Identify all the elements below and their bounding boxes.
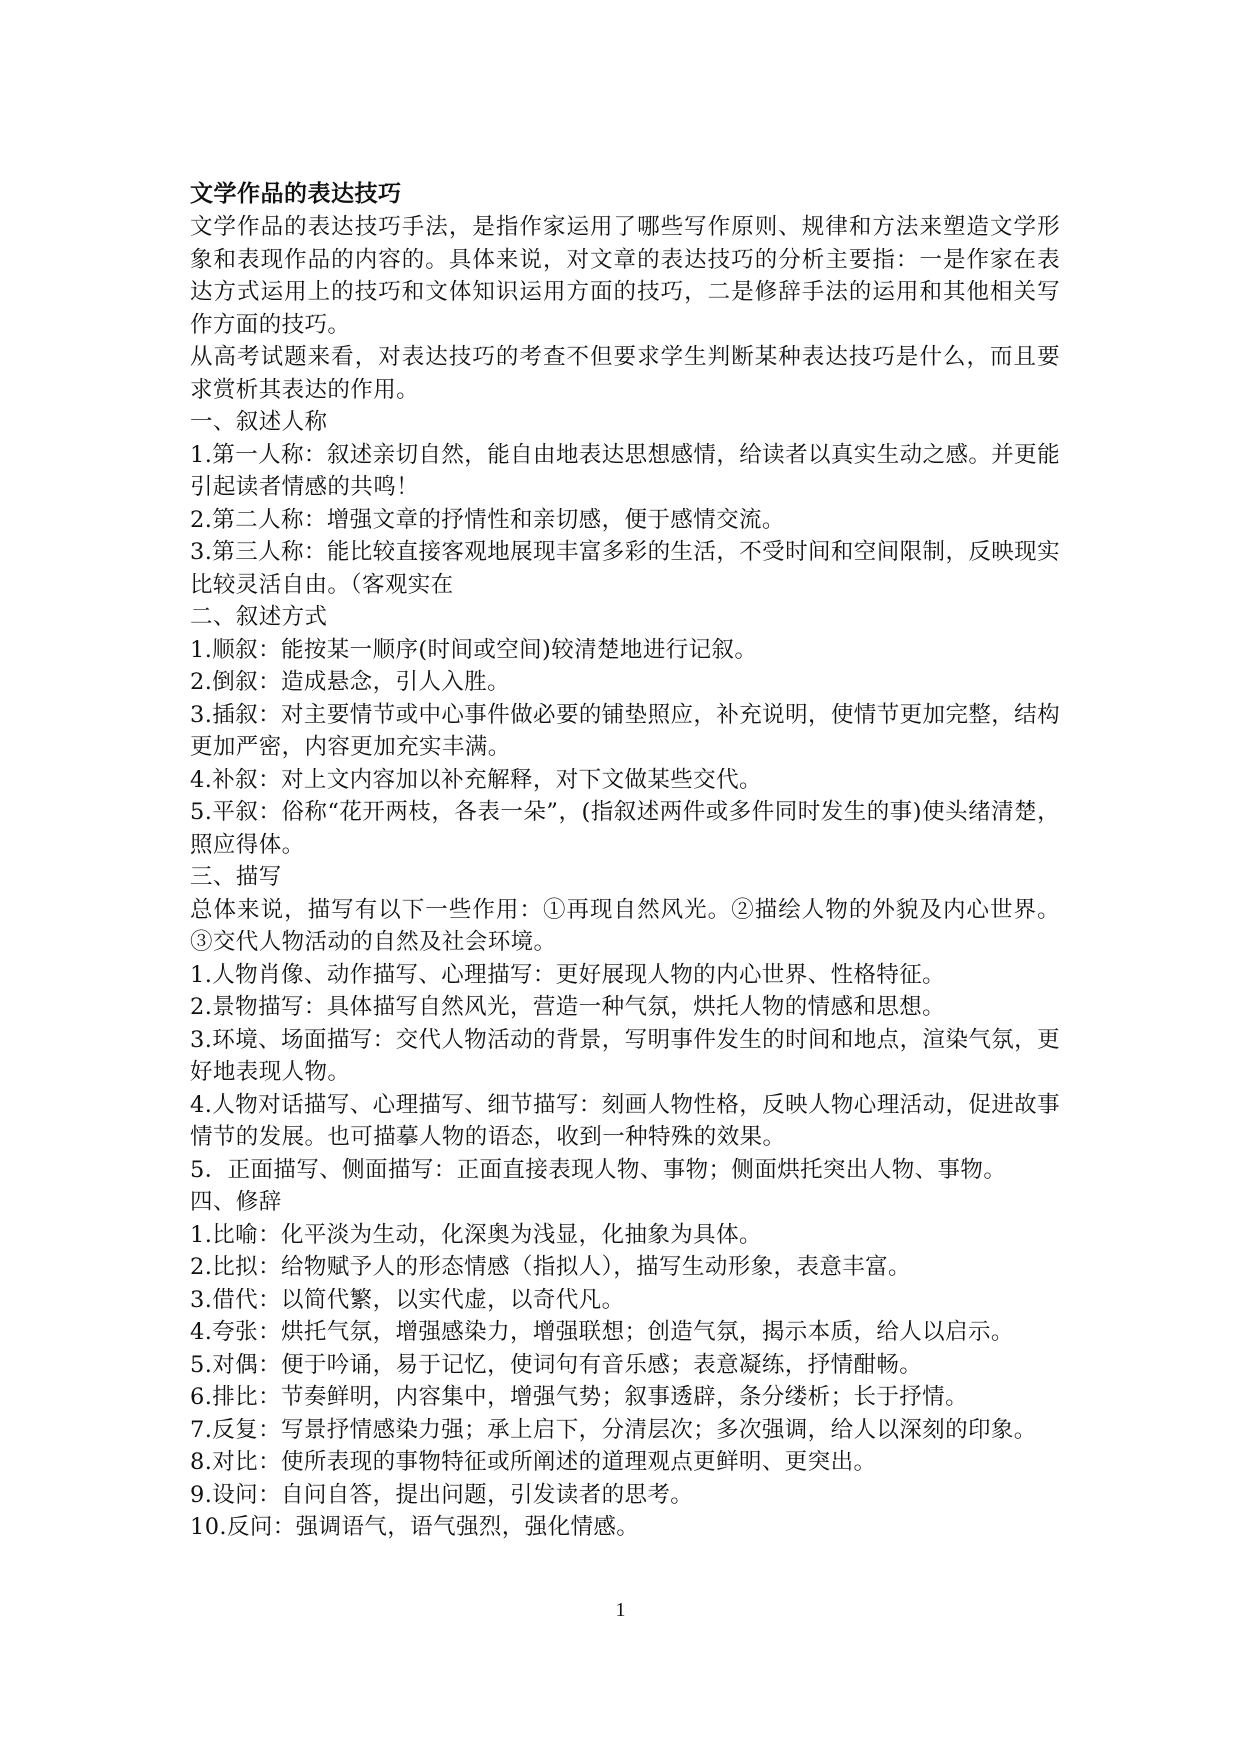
- list-item: 10.反问：强调语气，语气强烈，强化情感。: [190, 1514, 640, 1540]
- paragraph-intro: 文学作品的表达技巧手法，是指作家运用了哪些写作原则、规律和方法来塑造文学形象和表现作品的内容的。具体来说，对文章的表达技巧的分析主要指：一是作家在表达方式运用上的技巧和文体知识运用方面的技巧，二是修辞手法的运用和其他相关写作方面的技巧。: [190, 214, 1060, 338]
- document-body: [190, 211, 1060, 1544]
- section-heading-rhetoric: 四、修辞: [190, 1189, 282, 1215]
- list-item: 3.借代：以简代繁，以实代虚，以奇代凡。: [190, 1286, 625, 1313]
- list-item: 2.倒叙：造成悬念，引人入胜。: [190, 669, 510, 695]
- paragraph-exam: 从高考试题来看，对表达技巧的考查不但要求学生判断某种表达技巧是什么，而且要求赏析其表达的作用。: [190, 344, 1060, 403]
- page-number: 1: [615, 1599, 626, 1621]
- list-item: 8.对比：使所表现的事物特征或所阐述的道理观点更鲜明、更突出。: [190, 1449, 877, 1475]
- list-item: 3.插叙：对主要情节或中心事件做必要的铺垫照应，补充说明，使情节更加完整，结构更加严密，内容更加充实丰满。: [190, 701, 1060, 760]
- list-item: 5.平叙：俗称“花开两枝，各表一朵”，(指叙述两件或多件同时发生的事)使头绪清楚，照应得体。: [190, 799, 1060, 858]
- list-item: 4.人物对话描写、心理描写、细节描写：刻画人物性格，反映人物心理活动，促进故事情节的发展。也可描摹人物的语态，收到一种特殊的效果。: [190, 1091, 1060, 1150]
- page-content: [190, 178, 1060, 1544]
- section-heading-narrative-mode: 二、叙述方式: [190, 604, 328, 630]
- list-item: 4.补叙：对上文内容加以补充解释，对下文做某些交代。: [190, 766, 762, 793]
- list-item: 1.人物肖像、动作描写、心理描写：更好展现人物的内心世界、性格特征。: [190, 961, 946, 988]
- list-item: 5．正面描写、侧面描写：正面直接表现人物、事物；侧面烘托突出人物、事物。: [190, 1156, 1007, 1183]
- list-item: 5.对偶：便于吟诵，易于记忆，使词句有音乐感；表意凝练，抒情酣畅。: [190, 1351, 923, 1378]
- section-heading-description: 三、描写: [190, 864, 282, 890]
- document-title: 文学作品的表达技巧: [190, 181, 402, 207]
- list-item: 1.顺叙：能按某一顺序(时间或空间)较清楚地进行记叙。: [190, 636, 758, 663]
- list-item: 9.设问：自问自答，提出问题，引发读者的思考。: [190, 1481, 694, 1508]
- list-item: 1.第一人称：叙述亲切自然，能自由地表达思想感情，给读者以真实生动之感。并更能引起读者情感的共鸣！: [190, 441, 1060, 500]
- list-item: 2.景物描写：具体描写自然风光，营造一种气氛，烘托人物的情感和思想。: [190, 994, 946, 1020]
- list-item: 6.排比：节奏鲜明，内容集中，增强气势；叙事透辟，条分缕析；长于抒情。: [190, 1384, 968, 1410]
- paragraph-description-overview: 总体来说，描写有以下一些作用：①再现自然风光。②描绘人物的外貌及内心世界。③交代人物活动的自然及社会环境。: [190, 896, 1060, 955]
- list-item: 2.比拟：给物赋予人的形态情感（指拟人），描写生动形象，表意丰富。: [190, 1254, 911, 1280]
- list-item: 3.环境、场面描写：交代人物活动的背景，写明事件发生的时间和地点，渲染气氛，更好地表现人物。: [190, 1026, 1060, 1085]
- list-item: 1.比喻：化平淡为生动，化深奥为浅显，化抽象为具体。: [190, 1221, 762, 1248]
- list-item: 4.夸张：烘托气氛，增强感染力，增强联想；创造气氛，揭示本质，给人以启示。: [190, 1319, 1014, 1345]
- section-heading-narrative-person: 一、叙述人称: [190, 409, 328, 435]
- list-item: 3.第三人称：能比较直接客观地展现丰富多彩的生活，不受时间和空间限制，反映现实比较灵活自由。（客观实在: [190, 539, 1060, 598]
- list-item: 7.反复：写景抒情感染力强；承上启下，分清层次；多次强调，给人以深刻的印象。: [190, 1416, 1037, 1443]
- list-item: 2.第二人称：增强文章的抒情性和亲切感，便于感情交流。: [190, 506, 785, 533]
